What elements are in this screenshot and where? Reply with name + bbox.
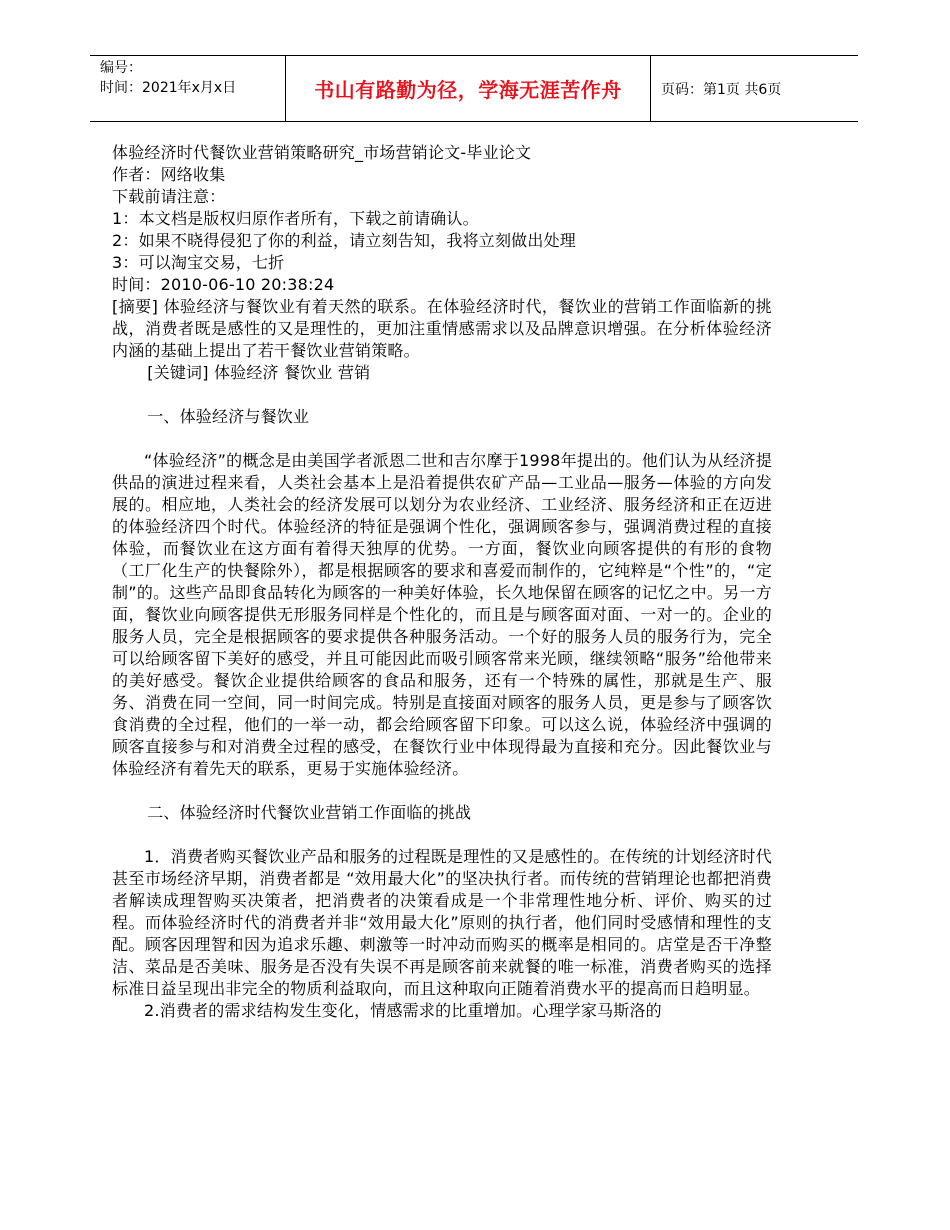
page-info: 页码：第1页 共6页 bbox=[661, 81, 782, 98]
notice-item-1: 1：本文档是版权归原作者所有，下载之前请确认。 bbox=[112, 209, 479, 228]
notice-item-3: 3：可以淘宝交易，七折 bbox=[112, 253, 285, 272]
spacer bbox=[112, 824, 772, 846]
abstract: [摘要] 体验经济与餐饮业有着天然的联系。在体验经济时代，餐饮业的营销工作面临新的挑战，消费者既是感性的又是理性的，更加注重情感需求以及品牌意识增强。在分析体验经济内涵的基础上提出了若干餐饮业营销策略。 bbox=[112, 297, 772, 360]
page-header bbox=[90, 55, 858, 122]
section-2-title: 二、体验经济时代餐饮业营销工作面临的挑战 bbox=[147, 803, 472, 822]
spacer bbox=[112, 428, 772, 450]
notice-item-2: 2：如果不晓得侵犯了你的利益，请立刻告知，我将立刻做出处理 bbox=[112, 231, 576, 250]
keywords: [关键词] 体验经济 餐饮业 营销 bbox=[147, 363, 371, 382]
header-meta bbox=[90, 56, 286, 121]
header-motto: 书山有路勤为径，学海无涯苦作舟 bbox=[286, 56, 651, 121]
section-1-paragraph: “体验经济”的概念是由美国学者派恩二世和吉尔摩于1998年提出的。他们认为从经济提供品的演进过程来看，人类社会基本上是沿着提供农矿产品—工业品—服务—体验的方向发展的。相应地，人类社会的经济发展可以划分为农业经济、工业经济、服务经济和正在迈进的体验经济四个时代。体验经济的特征是强调个性化，强调顾客参与，强调消费过程的直接体验，而餐饮业在这方面有着得天独厚的优势。一方面，餐饮业向顾客提供的有形的食物（工厂化生产的快餐除外），都是根据顾客的要求和喜爱而制作的，它纯粹是“个性”的，“定制”的。这些产品即食品转化为顾客的一种美好体验，长久地保留在顾客的记忆之中。另一方面，餐饮业向顾客提供无形服务同样是个性化的，而且是与顾客面对面、一对一的。企业的服务人员，完全是根据顾客的要求提供各种服务活动。一个好的服务人员的服务行为，完全可以给顾客留下美好的感受，并且可能因此而吸引顾客常来光顾，继续领略“服务”给他带来的美好感受。餐饮企业提供给顾客的食品和服务，还有一个特殊的属性，那就是生产、服务、消费在同一空间，同一时间完成。特别是直接面对顾客的服务人员，更是参与了顾客饮食消费的全过程，他们的一举一动，都会给顾客留下印象。可以这么说，体验经济中强调的顾客直接参与和对消费全过程的感受，在餐饮行业中体现得最为直接和充分。因此餐饮业与体验经济有着先天的联系，更易于实施体验经济。 bbox=[112, 451, 772, 778]
time-label: 时间：2021年x月x日 bbox=[100, 80, 237, 96]
notice-title: 下载前请注意： bbox=[112, 187, 226, 206]
document-body bbox=[112, 142, 772, 1022]
section-2-paragraph-1: 1．消费者购买餐饮业产品和服务的过程既是理性的又是感性的。在传统的计划经济时代甚至市场经济早期，消费者都是 “效用最大化”的坚决执行者。而传统的营销理论也都把消费者解读成理智购买决策者，把消费者的决策看成是一个非常理性地分析、评价、购买的过程。而体验经济时代的消费者并非“效用最大化”原则的执行者，他们同时受感情和理性的支配。顾客因理智和因为追求乐趣、刺激等一时冲动而购买的概率是相同的。店堂是否干净整洁、菜品是否美味、服务是否没有失误不再是顾客前来就餐的唯一标准，消费者购买的选择标准日益呈现出非完全的物质利益取向，而且这种取向正随着消费水平的提高而日趋明显。 bbox=[112, 847, 772, 998]
section-1-title: 一、体验经济与餐饮业 bbox=[147, 407, 310, 426]
spacer bbox=[112, 780, 772, 802]
section-2-paragraph-2: 2.消费者的需求结构发生变化，情感需求的比重增加。心理学家马斯洛的 bbox=[144, 1001, 662, 1020]
spacer bbox=[112, 384, 772, 406]
doc-title: 体验经济时代餐饮业营销策略研究_市场营销论文-毕业论文 bbox=[112, 143, 532, 162]
doc-time: 时间：2010-06-10 20:38:24 bbox=[112, 275, 335, 294]
doc-author: 作者：网络收集 bbox=[112, 165, 226, 184]
number-label: 编号： bbox=[100, 60, 142, 76]
